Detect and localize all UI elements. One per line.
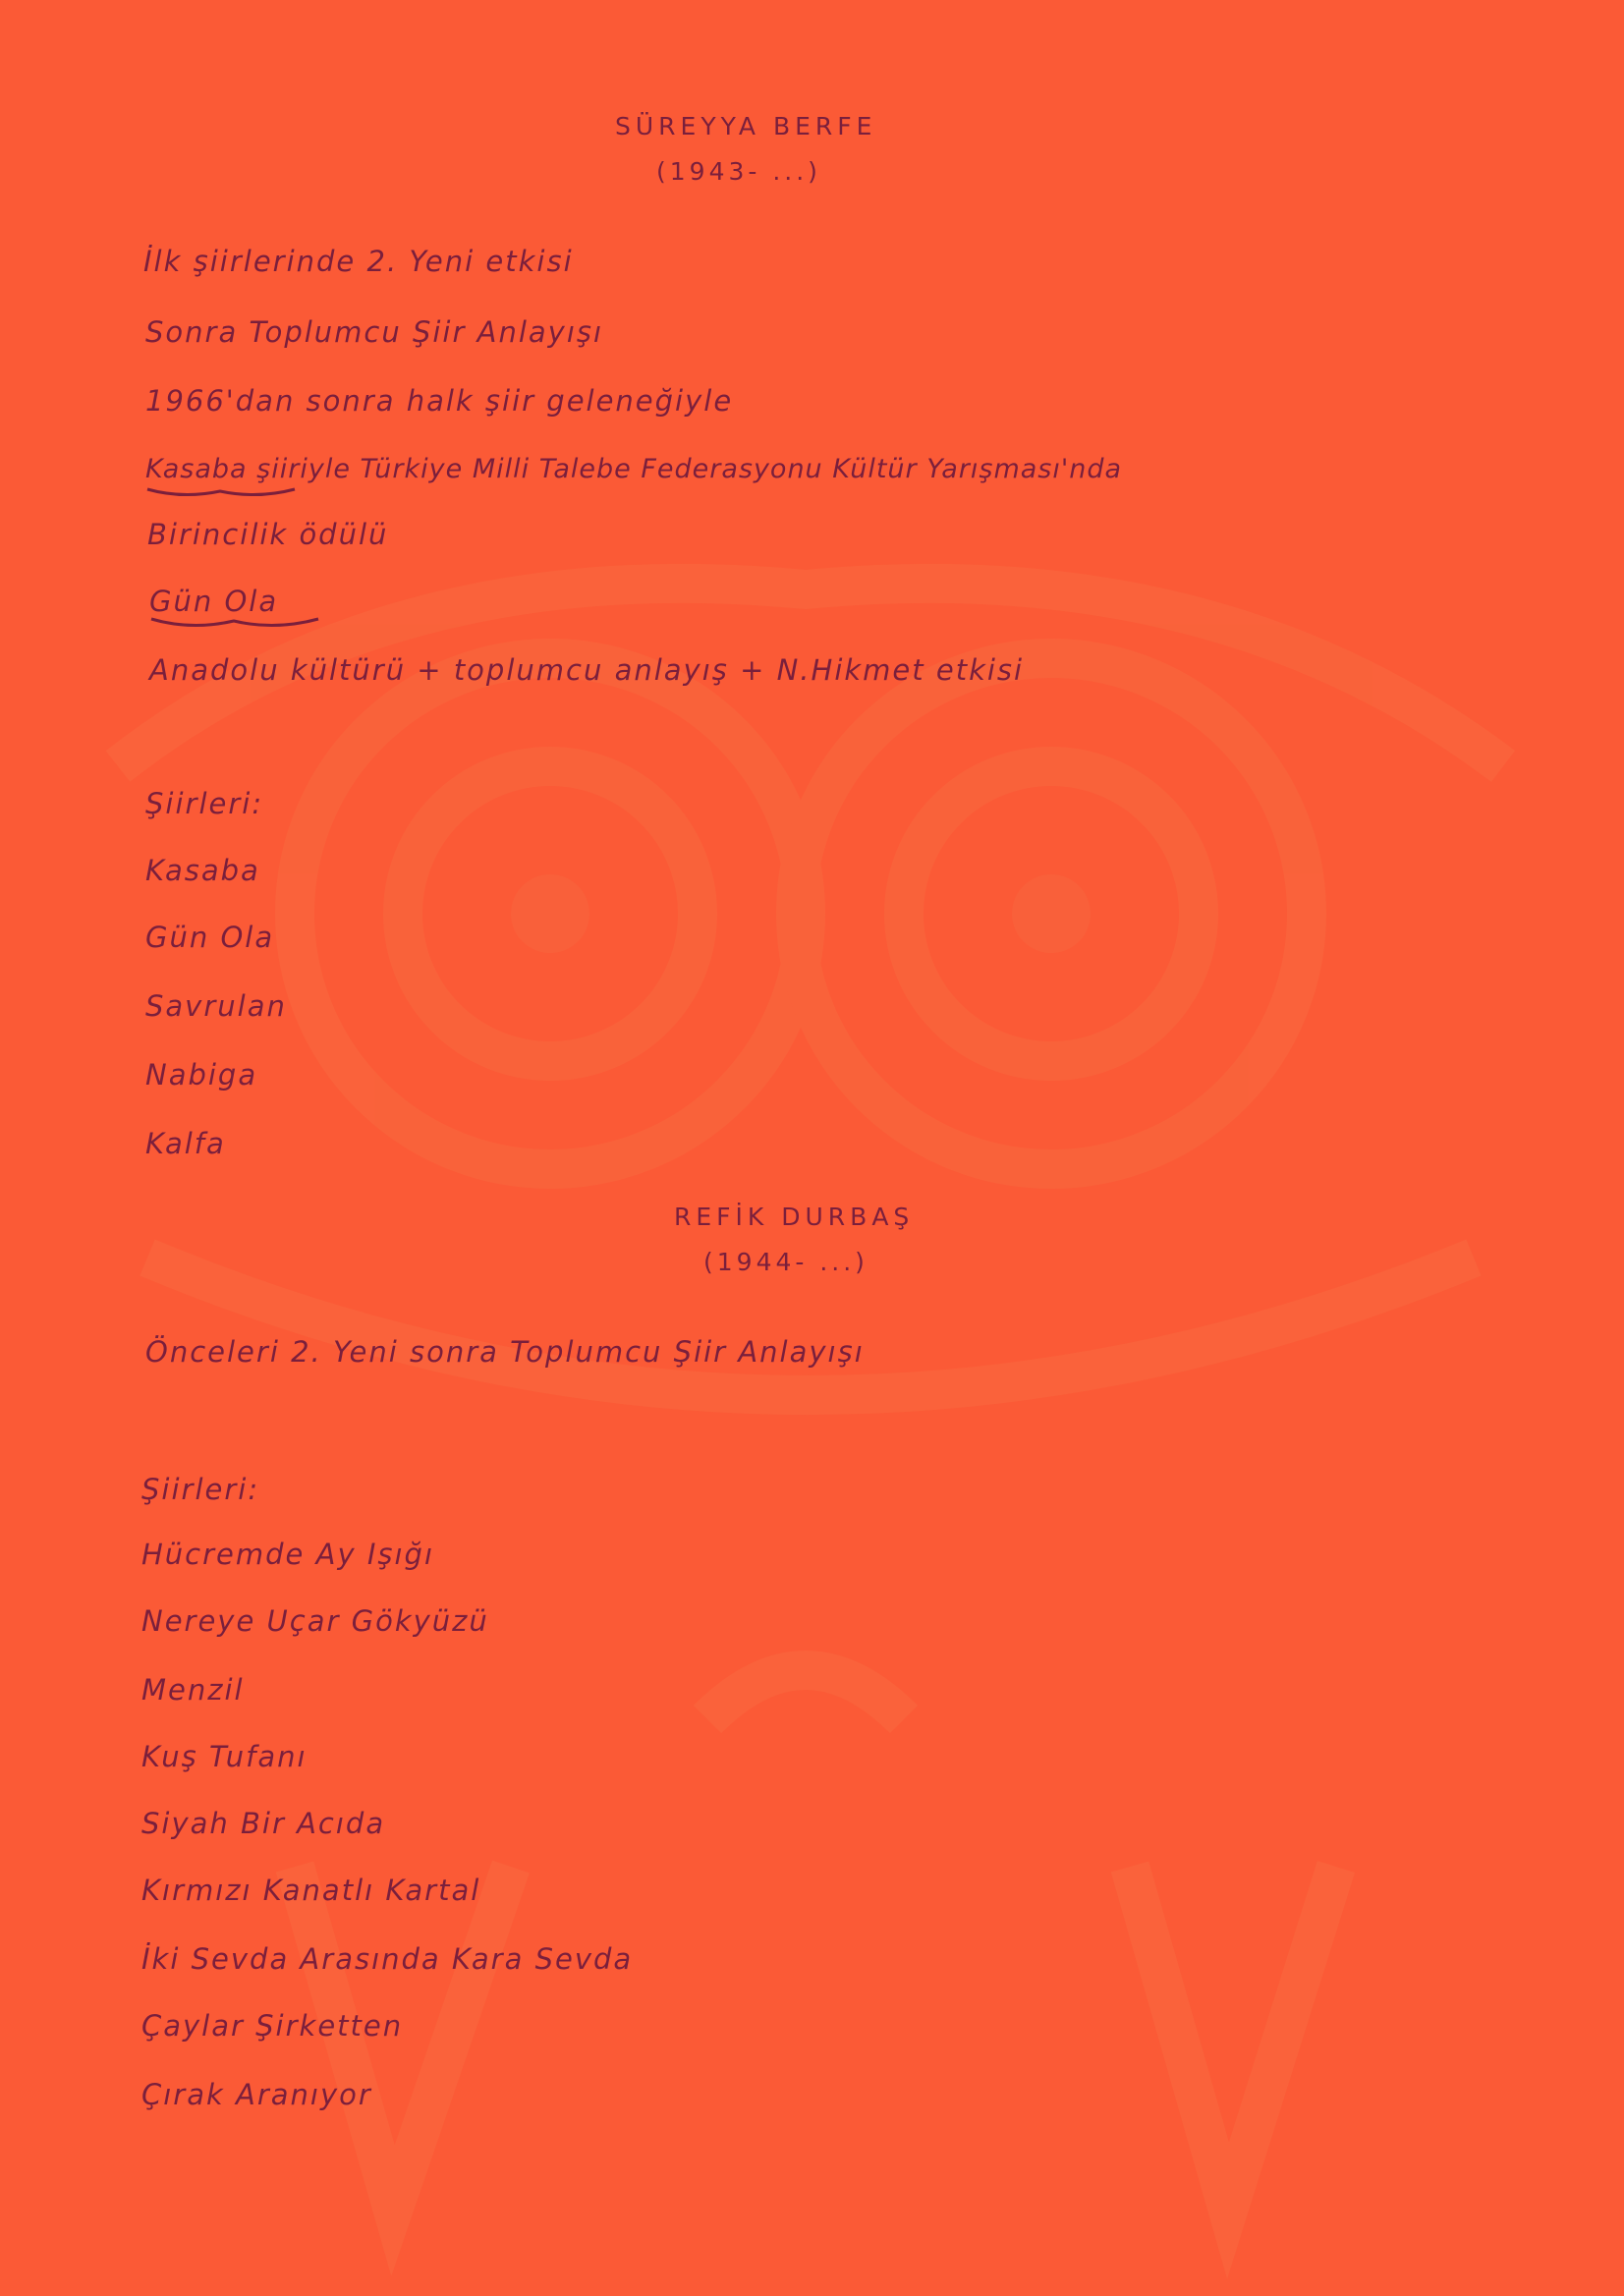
section2-poem-5: Siyah Bir Acıda [141, 1807, 386, 1840]
section1-poem-5: Kalfa [145, 1127, 226, 1160]
section2-poem-3: Menzil [141, 1673, 245, 1707]
kasaba-underline [143, 483, 301, 503]
section2-poems-heading: Şiirleri: [141, 1473, 260, 1506]
section1-line-3: 1966'dan sonra halk şiir geleneğiyle [145, 384, 734, 418]
section1-poems-heading: Şiirleri: [145, 787, 264, 820]
section2-poem-7: İki Sevda Arasında Kara Sevda [141, 1942, 634, 1976]
section2-poem-9: Çırak Aranıyor [141, 2078, 372, 2111]
section2-line-1: Önceleri 2. Yeni sonra Toplumcu Şiir Anlayışı [145, 1335, 865, 1369]
section2-dates: (1944- ...) [703, 1248, 868, 1276]
section1-poem-3: Savrulan [145, 989, 287, 1023]
section2-title: REFİK DURBAŞ [674, 1203, 915, 1231]
section1-line-7: Anadolu kültürü + toplumcu anlayış + N.Hikmet etkisi [149, 653, 1025, 687]
section2-poem-2: Nereye Uçar Gökyüzü [141, 1604, 489, 1638]
section1-poem-1: Kasaba [145, 854, 260, 887]
section1-poem-2: Gün Ola [145, 921, 275, 954]
section2-poem-4: Kuş Tufanı [141, 1740, 308, 1773]
section1-line-6: Gün Ola [149, 585, 279, 618]
section2-poem-1: Hücremde Ay Işığı [141, 1538, 435, 1571]
section1-line-4: Kasaba şiiriyle Türkiye Milli Talebe Federasyonu Kültür Yarışması'nda [145, 454, 1123, 484]
section1-title: SÜREYYA BERFE [615, 112, 877, 140]
section1-line-1: İlk şiirlerinde 2. Yeni etkisi [143, 245, 574, 278]
section2-poem-6: Kırmızı Kanatlı Kartal [141, 1874, 481, 1907]
section1-line-5: Birincilik ödülü [147, 518, 389, 551]
section2-poem-8: Çaylar Şirketten [141, 2009, 404, 2043]
section1-line-2: Sonra Toplumcu Şiir Anlayışı [145, 315, 604, 349]
section1-poem-4: Nabiga [145, 1058, 258, 1092]
section1-dates: (1943- ...) [656, 157, 821, 186]
